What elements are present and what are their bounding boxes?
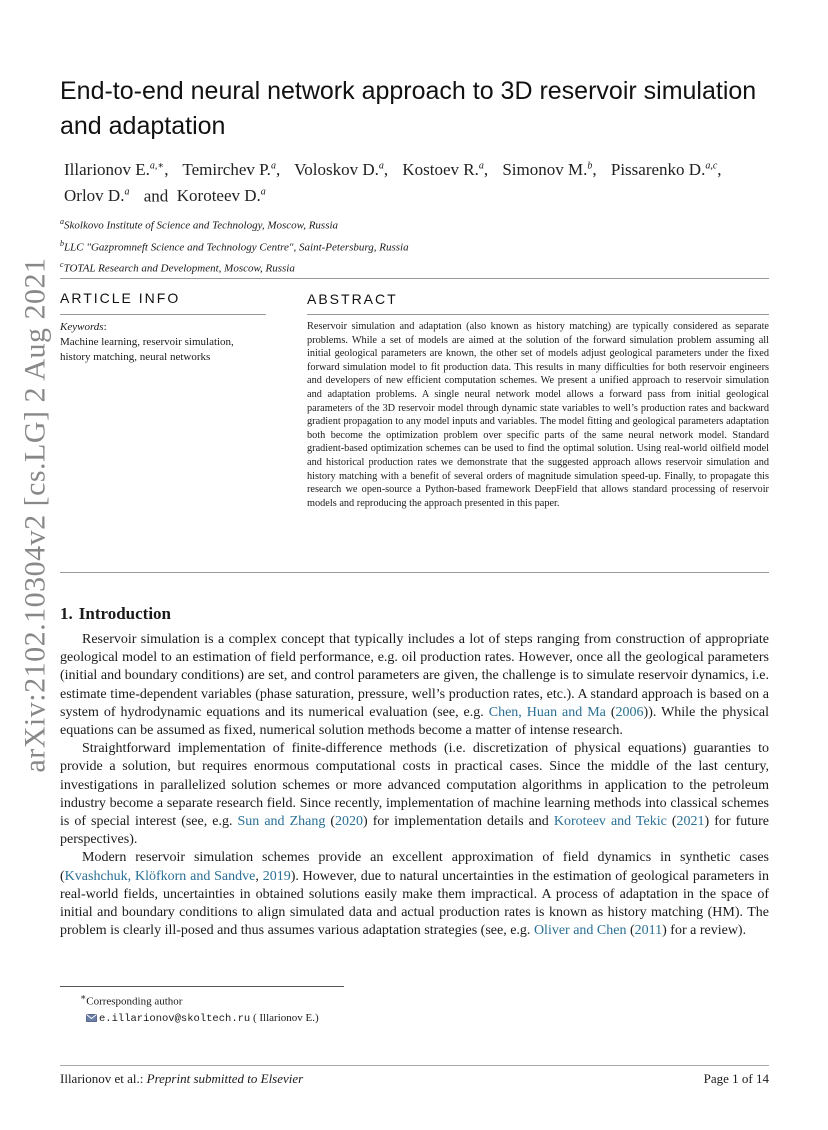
author-list bbox=[64, 154, 784, 207]
introduction-body bbox=[60, 631, 769, 940]
citation-link[interactable]: Sun and Zhang bbox=[237, 814, 326, 830]
author: Simonov M.$^b$, bbox=[502, 159, 597, 179]
author: Illarionov E.$^{a,∗}$, bbox=[64, 159, 169, 179]
arxiv-stamp bbox=[16, 250, 56, 780]
authors-and: and bbox=[143, 186, 169, 206]
author: Temirchev P.$^a$, bbox=[182, 159, 281, 179]
author: Orlov D.$^a$ bbox=[64, 186, 130, 206]
affiliation: $^b$LLC "Gazpromneft Science and Technology Centre", Saint-Petersburg, Russia bbox=[60, 238, 409, 254]
keywords-block: Keywords: Machine learning, reservoir simulation, history matching, neural networks bbox=[60, 320, 260, 365]
citation-year-link[interactable]: 2020 bbox=[335, 814, 364, 830]
citation-year-link[interactable]: 2006 bbox=[615, 704, 644, 720]
affiliations bbox=[60, 213, 760, 278]
author: Pissarenko D.$^{a,c}$, bbox=[610, 159, 722, 179]
abstract-divider bbox=[60, 572, 769, 573]
citation-link[interactable]: Chen, Huan and Ma bbox=[488, 704, 606, 720]
mail-icon bbox=[86, 1014, 97, 1022]
page-number: Page 1 of 14 bbox=[703, 1071, 769, 1086]
abstract-heading: ABSTRACT bbox=[307, 291, 398, 307]
author: Koroteev D.$^a$ bbox=[176, 186, 266, 206]
header-divider bbox=[60, 278, 769, 279]
citation-year-link[interactable]: 2011 bbox=[634, 923, 663, 939]
footnote: ∗Corresponding author e.illarionov@skoltech.ru ( Illarionov E.) bbox=[80, 992, 319, 1025]
article-info-heading: ARTICLE INFO bbox=[60, 290, 181, 306]
keywords-list: Machine learning, reservoir simulation, history matching, neural networks bbox=[60, 336, 234, 363]
paragraph: Straightforward implementation of finite-difference methods (i.e. discretization of physical equations) guaranties to provide a solution, but requires enormous computational costs in practical cases. Since the middle of the last century, investigations in parallelized solution schemes or more advanced computation algorithms in application to the petroleum industry become a separate research field. Since recently, implementation of machine learning methods into classical schemes is of special interest (see, e.g. Sun and Zhang (2020) for implementation details and Koroteev and Tekic (2021) for future perspectives). bbox=[60, 741, 770, 848]
abstract-text: Reservoir simulation and adaptation (also known as history matching) are typically considered as separate problems. While a set of models are aimed at the solution of the forward simulation problem assuming all initial geological parameters are known, the other set of models adjust geological parameters under the fixed forward simulation model to fit production data. This results in many difficulties for both reservoir engineers and developers of new efficient computation schemes. We present a unified approach to reservoir simulation and adaptation problems. A single neural network model allows a forward pass from initial geological parameters of the 3D reservoir model through dynamic state variables to well’s production rates and backward gradient propagation to any model inputs and variables. The model fitting and geological parameters adaptation both become the optimization problem over specific parts of the same neural network model. Standard gradient-based optimization schemes can be used to find the optimal solution. Using real-world oilfield model and historical production rates we demonstrate that the suggested approach allows reservoir simulation and history matching with a benefit of several orders of magnitude simulation speed-up. Finally, to propagate this research we open-source a Python-based framework DeepField that allows standard processing of reservoir models and reproducing the approach presented in this paper. bbox=[307, 321, 769, 509]
footer-citation: Illarionov et al.: Preprint submitted to Elsevier bbox=[60, 1071, 304, 1086]
paragraph: Reservoir simulation is a complex concept that typically includes a lot of steps ranging from construction of appropriate geological model to an estimation of field performance, e.g. oil production rates. However, once all the geological parameters (initial and boundary conditions) are set, and control parameters are given, the challenge is to simulate reservoir dynamics, i.e. estimate time-dependent variables (phase saturation, pressure, well’s production rates, etc.). A standard approach is based on a system of hydrodynamic equations and its numerical evaluation (see, e.g. Chen, Huan and Ma (2006)). While the physical equations can be assumed as fixed, numerical solution methods become a matter of intense research. bbox=[60, 632, 769, 739]
citation-link[interactable]: Oliver and Chen bbox=[533, 923, 627, 939]
citation-link[interactable]: Kvashchuk, Klöfkorn and Sandve bbox=[64, 868, 256, 884]
section-heading: 1. Introduction bbox=[60, 604, 172, 623]
email-link[interactable]: e.illarionov@skoltech.ru bbox=[99, 1012, 251, 1025]
paper-title: End-to-end neural network approach to 3D reservoir simulation and adaptation bbox=[60, 77, 757, 140]
citation-link[interactable]: Koroteev and Tekic bbox=[553, 814, 667, 830]
citation-year-link[interactable]: 2021 bbox=[676, 814, 705, 830]
footer-rule bbox=[60, 1065, 769, 1066]
author: Voloskov D.$^a$, bbox=[294, 159, 389, 179]
article-info-rule bbox=[60, 314, 266, 315]
abstract-rule bbox=[307, 314, 769, 315]
author: Kostoev R.$^a$, bbox=[402, 159, 489, 179]
affiliation: $^c$TOTAL Research and Development, Moscow, Russia bbox=[60, 260, 295, 275]
citation-year-link[interactable]: 2019 bbox=[262, 868, 291, 884]
footnote-rule bbox=[60, 986, 344, 987]
arxiv-id: arXiv:2102.10304v2 [cs.LG] 2 Aug 2021 bbox=[19, 257, 52, 773]
affiliation: $^a$Skolkovo Institute of Science and Technology, Moscow, Russia bbox=[60, 217, 339, 232]
footnote-label: Corresponding author bbox=[86, 995, 183, 1008]
keywords-label: Keywords bbox=[60, 321, 104, 333]
paragraph: Modern reservoir simulation schemes provide an excellent approximation of field dynamics in synthetic cases (Kvashchuk, Klöfkorn and Sandve, 2019). However, due to natural uncertainties in the estimation of geological parameters in real-world fields, uncertainties in obtained solutions easily make them impractical. A process of adaptation in the space of initial and boundary conditions to align simulated data and actual production rates is known as history matching (HM). The problem is clearly ill-posed and thus assumes various adaptation strategies (see, e.g. Oliver and Chen (2011) for a review). bbox=[60, 850, 770, 939]
